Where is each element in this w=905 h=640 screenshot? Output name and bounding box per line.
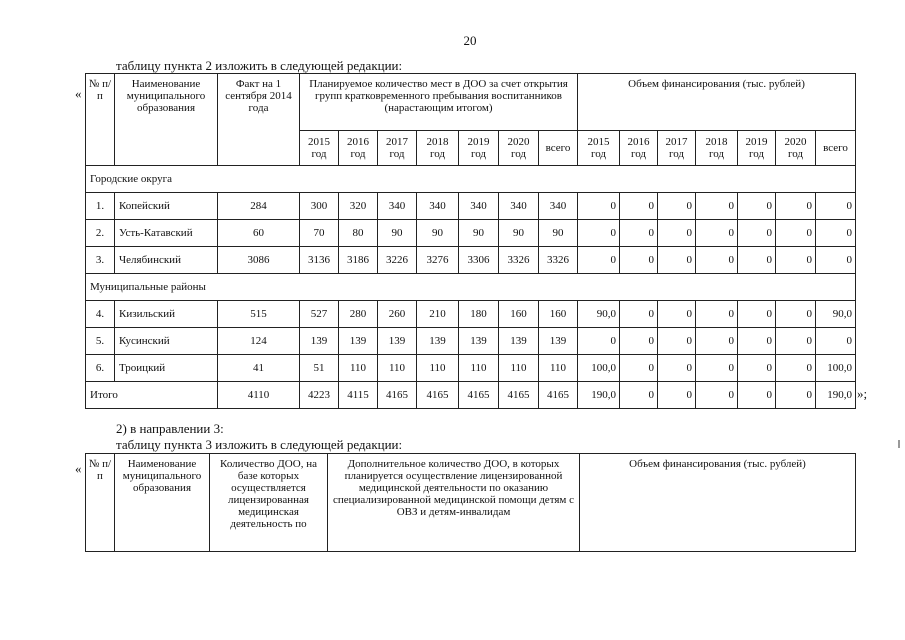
page-number: 20 bbox=[463, 33, 477, 48]
row-fact: 124 bbox=[218, 328, 300, 355]
row-plan-value: 160 bbox=[499, 301, 539, 328]
row-fin-value: 0 bbox=[578, 193, 620, 220]
total-fin-2016: 0 bbox=[620, 382, 658, 409]
row-fin-value: 0 bbox=[738, 355, 776, 382]
row-fact: 284 bbox=[218, 193, 300, 220]
header-fact: Факт на 1 сентября 2014 года bbox=[218, 74, 300, 166]
row-plan-value: 139 bbox=[539, 328, 578, 355]
row-fin-value: 0 bbox=[816, 247, 856, 274]
table-row bbox=[86, 193, 856, 220]
row-fin-value: 0 bbox=[776, 301, 816, 328]
row-municipality: Кусинский bbox=[115, 328, 218, 355]
table-2 bbox=[85, 453, 856, 552]
row-fin-value: 0 bbox=[776, 220, 816, 247]
row-fin-value: 0 bbox=[696, 301, 738, 328]
t2-header-count: Количество ДОО, на базе которых осуществляется лицензированная медицинская деятельность по bbox=[210, 454, 328, 552]
row-fin-value: 100,0 bbox=[578, 355, 620, 382]
row-fact: 41 bbox=[218, 355, 300, 382]
total-fin-2017: 0 bbox=[658, 382, 696, 409]
row-municipality: Копейский bbox=[115, 193, 218, 220]
row-fin-value: 0 bbox=[578, 220, 620, 247]
row-plan-value: 527 bbox=[300, 301, 339, 328]
t2-header-financing: Объем финансирования (тыс. рублей) bbox=[580, 454, 856, 552]
fin-year-header: 2018 год bbox=[696, 131, 738, 166]
row-fact: 515 bbox=[218, 301, 300, 328]
row-fin-value: 0 bbox=[738, 247, 776, 274]
row-plan-value: 3306 bbox=[459, 247, 499, 274]
total-plan-2015: 4223 bbox=[300, 382, 339, 409]
row-fin-value: 0 bbox=[816, 328, 856, 355]
header-municipality: Наименование муниципального образования bbox=[115, 74, 218, 166]
row-plan-value: 110 bbox=[417, 355, 459, 382]
total-fact: 4110 bbox=[218, 382, 300, 409]
plan-year-header: 2019 год bbox=[459, 131, 499, 166]
section-urban-districts: Городские округа bbox=[86, 166, 856, 193]
row-fin-value: 0 bbox=[620, 220, 658, 247]
fin-year-header: 2017 год bbox=[658, 131, 696, 166]
t2-header-municipality: Наименование муниципального образования bbox=[115, 454, 210, 552]
row-plan-value: 340 bbox=[417, 193, 459, 220]
row-plan-value: 90 bbox=[417, 220, 459, 247]
total-fin-2018: 0 bbox=[696, 382, 738, 409]
total-fin-all: 190,0 bbox=[816, 382, 856, 409]
header-planned-places: Планируемое количество мест в ДОО за счет открытия групп кратковременного пребывания воспитанников (нарастающим итогом) bbox=[300, 74, 578, 131]
plan-year-header: 2018 год bbox=[417, 131, 459, 166]
row-fin-value: 90,0 bbox=[816, 301, 856, 328]
row-plan-value: 340 bbox=[499, 193, 539, 220]
total-plan-all: 4165 bbox=[539, 382, 578, 409]
row-plan-value: 110 bbox=[459, 355, 499, 382]
row-fin-value: 0 bbox=[816, 193, 856, 220]
row-fin-value: 0 bbox=[658, 301, 696, 328]
row-plan-value: 90 bbox=[378, 220, 417, 247]
row-fin-value: 0 bbox=[658, 247, 696, 274]
row-plan-value: 3326 bbox=[499, 247, 539, 274]
row-plan-value: 139 bbox=[378, 328, 417, 355]
row-plan-value: 139 bbox=[499, 328, 539, 355]
total-plan-2020: 4165 bbox=[499, 382, 539, 409]
row-plan-value: 110 bbox=[499, 355, 539, 382]
total-plan-2016: 4115 bbox=[339, 382, 378, 409]
close-quote-1: »; bbox=[857, 386, 868, 401]
plan-year-header: 2020 год bbox=[499, 131, 539, 166]
scan-mark bbox=[898, 440, 900, 448]
total-fin-2019: 0 bbox=[738, 382, 776, 409]
row-municipality: Кизильский bbox=[115, 301, 218, 328]
header-number: № п/п bbox=[86, 74, 115, 166]
table-row bbox=[86, 301, 856, 328]
row-plan-value: 180 bbox=[459, 301, 499, 328]
intro-text-2: таблицу пункта 3 изложить в следующей редакции: bbox=[116, 437, 403, 452]
row-fin-value: 0 bbox=[696, 328, 738, 355]
t2-header-additional: Дополнительное количество ДОО, в которых планируется осуществление лицензированной медицинской деятельности по оказанию специализированной медицинской помощи детям с ОВЗ и детям-инвалидам bbox=[328, 454, 580, 552]
row-plan-value: 139 bbox=[417, 328, 459, 355]
row-fin-value: 0 bbox=[816, 220, 856, 247]
row-fin-value: 0 bbox=[776, 355, 816, 382]
row-plan-value: 139 bbox=[339, 328, 378, 355]
row-fin-value: 100,0 bbox=[816, 355, 856, 382]
row-fin-value: 0 bbox=[696, 355, 738, 382]
table-row bbox=[86, 220, 856, 247]
row-plan-value: 110 bbox=[378, 355, 417, 382]
row-plan-value: 80 bbox=[339, 220, 378, 247]
row-fin-value: 0 bbox=[696, 247, 738, 274]
total-plan-2019: 4165 bbox=[459, 382, 499, 409]
row-fin-value: 0 bbox=[738, 220, 776, 247]
row-plan-value: 139 bbox=[300, 328, 339, 355]
row-plan-value: 90 bbox=[539, 220, 578, 247]
row-fin-value: 0 bbox=[776, 247, 816, 274]
row-plan-value: 70 bbox=[300, 220, 339, 247]
row-fact: 60 bbox=[218, 220, 300, 247]
row-plan-value: 90 bbox=[459, 220, 499, 247]
row-plan-value: 210 bbox=[417, 301, 459, 328]
row-fin-value: 0 bbox=[738, 328, 776, 355]
row-plan-value: 139 bbox=[459, 328, 499, 355]
row-plan-value: 260 bbox=[378, 301, 417, 328]
row-fin-value: 0 bbox=[658, 220, 696, 247]
row-plan-value: 300 bbox=[300, 193, 339, 220]
open-quote-1: « bbox=[75, 86, 82, 101]
row-fin-value: 0 bbox=[658, 355, 696, 382]
fin-year-header: 2019 год bbox=[738, 131, 776, 166]
row-fin-value: 0 bbox=[620, 355, 658, 382]
plan-year-header: всего bbox=[539, 131, 578, 166]
row-plan-value: 280 bbox=[339, 301, 378, 328]
row-plan-value: 3186 bbox=[339, 247, 378, 274]
t2-header-number: № п/п bbox=[86, 454, 115, 552]
row-fin-value: 90,0 bbox=[578, 301, 620, 328]
row-plan-value: 3276 bbox=[417, 247, 459, 274]
row-fin-value: 0 bbox=[620, 247, 658, 274]
row-number: 3. bbox=[86, 247, 115, 274]
row-number: 5. bbox=[86, 328, 115, 355]
row-municipality: Челябинский bbox=[115, 247, 218, 274]
fin-year-header: 2016 год bbox=[620, 131, 658, 166]
row-plan-value: 110 bbox=[539, 355, 578, 382]
header-financing: Объем финансирования (тыс. рублей) bbox=[578, 74, 856, 131]
plan-year-header: 2017 год bbox=[378, 131, 417, 166]
total-label: Итого bbox=[86, 382, 218, 409]
row-plan-value: 3136 bbox=[300, 247, 339, 274]
row-fin-value: 0 bbox=[776, 328, 816, 355]
fin-year-header: всего bbox=[816, 131, 856, 166]
table-row bbox=[86, 247, 856, 274]
row-fin-value: 0 bbox=[696, 193, 738, 220]
table-row bbox=[86, 328, 856, 355]
row-number: 1. bbox=[86, 193, 115, 220]
row-fin-value: 0 bbox=[620, 193, 658, 220]
row-number: 2. bbox=[86, 220, 115, 247]
row-fin-value: 0 bbox=[578, 328, 620, 355]
plan-year-header: 2016 год bbox=[339, 131, 378, 166]
row-plan-value: 3226 bbox=[378, 247, 417, 274]
row-number: 4. bbox=[86, 301, 115, 328]
intro-text-1: таблицу пункта 2 изложить в следующей редакции: bbox=[116, 58, 403, 73]
row-plan-value: 51 bbox=[300, 355, 339, 382]
row-fin-value: 0 bbox=[738, 193, 776, 220]
table-row bbox=[86, 355, 856, 382]
total-fin-2015: 190,0 bbox=[578, 382, 620, 409]
total-fin-2020: 0 bbox=[776, 382, 816, 409]
row-plan-value: 340 bbox=[539, 193, 578, 220]
row-fin-value: 0 bbox=[696, 220, 738, 247]
row-plan-value: 3326 bbox=[539, 247, 578, 274]
row-plan-value: 340 bbox=[378, 193, 417, 220]
row-municipality: Усть-Катавский bbox=[115, 220, 218, 247]
table-1 bbox=[85, 73, 856, 409]
fin-year-header: 2015 год bbox=[578, 131, 620, 166]
open-quote-2: « bbox=[75, 461, 82, 476]
row-plan-value: 90 bbox=[499, 220, 539, 247]
total-plan-2017: 4165 bbox=[378, 382, 417, 409]
total-row bbox=[86, 382, 856, 409]
row-plan-value: 340 bbox=[459, 193, 499, 220]
row-fin-value: 0 bbox=[578, 247, 620, 274]
row-fin-value: 0 bbox=[620, 328, 658, 355]
row-fin-value: 0 bbox=[658, 193, 696, 220]
row-fin-value: 0 bbox=[738, 301, 776, 328]
row-fin-value: 0 bbox=[658, 328, 696, 355]
total-plan-2018: 4165 bbox=[417, 382, 459, 409]
section-municipal-districts: Муниципальные районы bbox=[86, 274, 856, 301]
row-plan-value: 160 bbox=[539, 301, 578, 328]
fin-year-header: 2020 год bbox=[776, 131, 816, 166]
row-municipality: Троицкий bbox=[115, 355, 218, 382]
paragraph-2: 2) в направлении 3: bbox=[116, 421, 224, 436]
row-number: 6. bbox=[86, 355, 115, 382]
row-fin-value: 0 bbox=[620, 301, 658, 328]
plan-year-header: 2015 год bbox=[300, 131, 339, 166]
row-plan-value: 110 bbox=[339, 355, 378, 382]
row-fact: 3086 bbox=[218, 247, 300, 274]
row-plan-value: 320 bbox=[339, 193, 378, 220]
row-fin-value: 0 bbox=[776, 193, 816, 220]
